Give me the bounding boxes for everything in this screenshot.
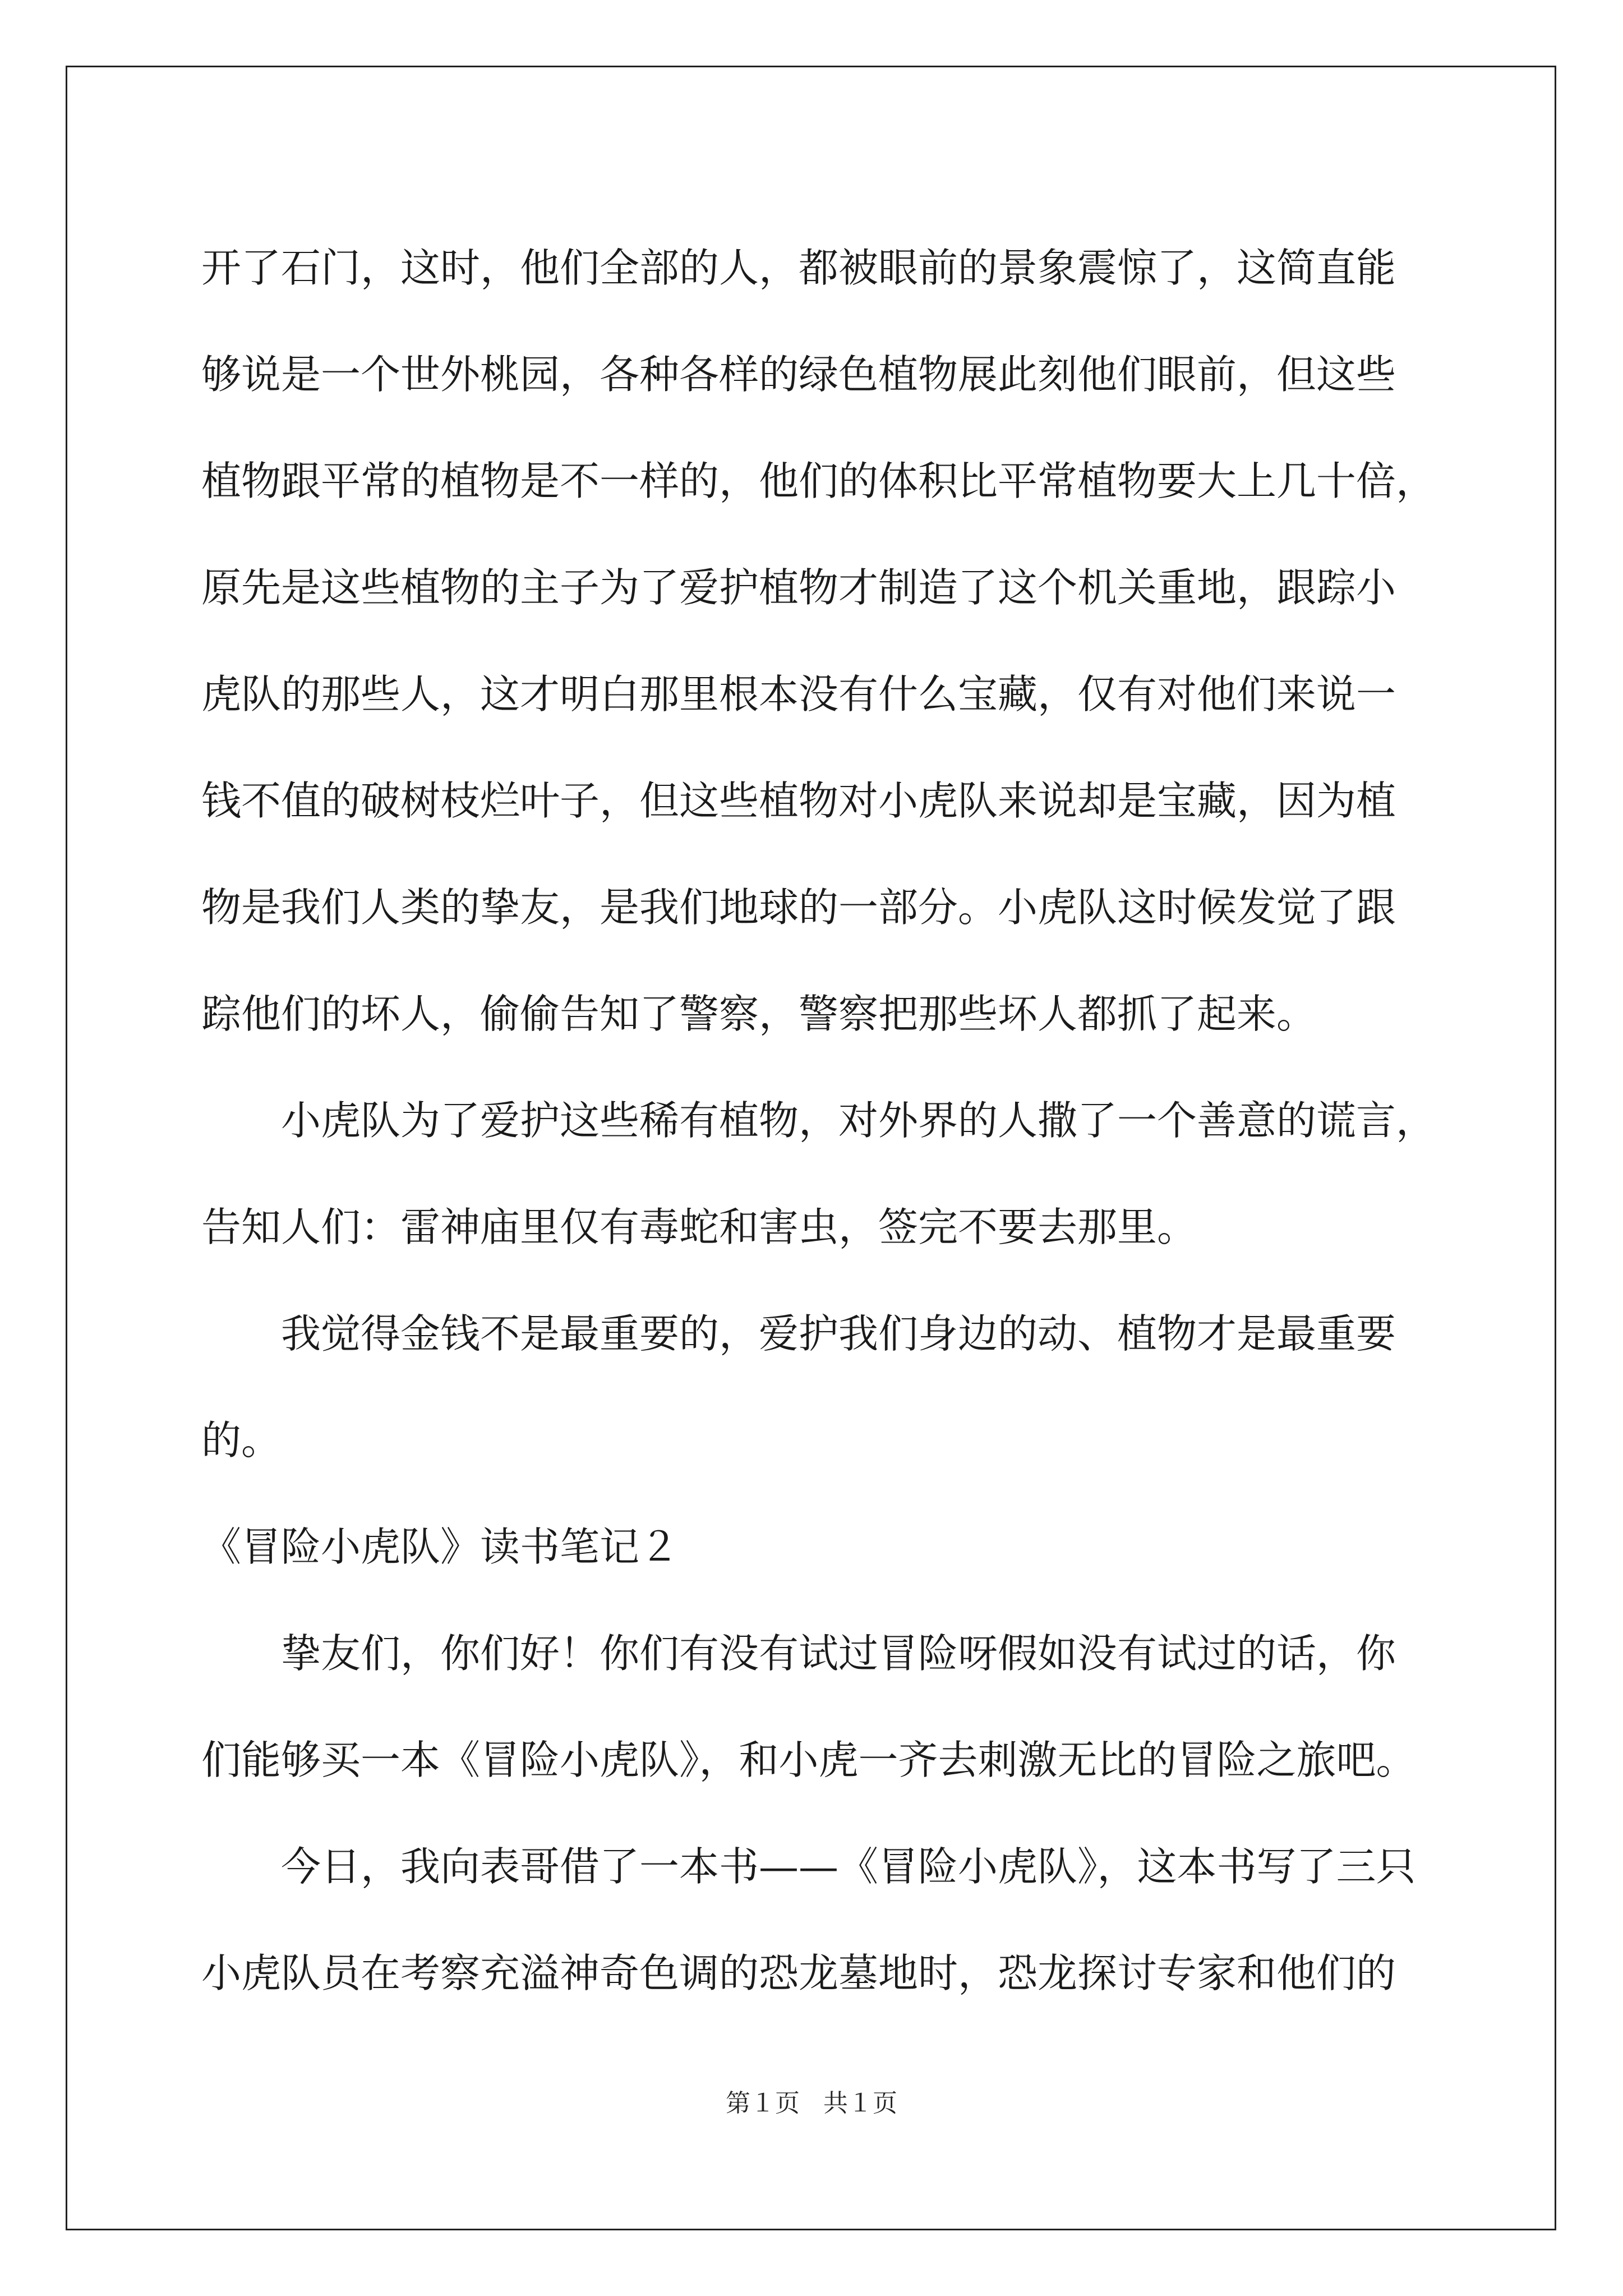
document-body (201, 215, 1436, 2027)
text-line: 告知人们：雷神庙里仅有毒蛇和害虫，签完不要去那里。 (201, 1204, 1197, 1250)
text-line: 物是我们人类的挚友，是我们地球的一部分。小虎队这时候发觉了跟 (201, 884, 1396, 931)
text-line: 开了石门，这时，他们全部的人，都被眼前的景象震惊了，这简直能 (201, 245, 1396, 291)
paragraph-start-line: 今日，我向表哥借了一本书——《冒险小虎队》，这本书写了三只 (281, 1843, 1416, 1890)
text-line: 虎队的那些人，这才明白那里根本没有什么宝藏，仅有对他们来说一 (201, 671, 1396, 717)
text-line: 踪他们的坏人，偷偷告知了警察，警察把那些坏人都抓了起来。 (201, 991, 1317, 1037)
paragraph-start-line: 挚友们，你们好！你们有没有试过冒险呀假如没有试过的话，你 (281, 1630, 1396, 1677)
text-line: 原先是这些植物的主子为了爱护植物才制造了这个机关重地，跟踪小 (201, 564, 1396, 611)
text-line: 够说是一个世外桃园，各种各样的绿色植物展此刻他们眼前，但这些 (201, 351, 1396, 398)
text-line: 钱不值的破树枝烂叶子，但这些植物对小虎队来说却是宝藏，因为植 (201, 777, 1396, 824)
text-line: 的。 (201, 1417, 282, 1464)
page-number-footer: 第１页 共１页 (726, 2089, 897, 2118)
text-line: 们能够买一本《冒险小虎队》，和小虎一齐去刺激无比的冒险之旅吧。 (201, 1737, 1416, 1783)
section-heading: 《冒险小虎队》读书笔记２ (201, 1524, 680, 1570)
text-line: 小虎队员在考察充溢神奇色调的恐龙墓地时，恐龙探讨专家和他们的 (201, 1950, 1396, 1996)
text-line: 植物跟平常的植物是不一样的，他们的体积比平常植物要大上几十倍， (201, 458, 1436, 504)
paragraph-start-line: 小虎队为了爱护这些稀有植物，对外界的人撒了一个善意的谎言， (281, 1097, 1436, 1144)
paragraph-start-line: 我觉得金钱不是最重要的，爱护我们身边的动、植物才是最重要 (281, 1310, 1396, 1357)
